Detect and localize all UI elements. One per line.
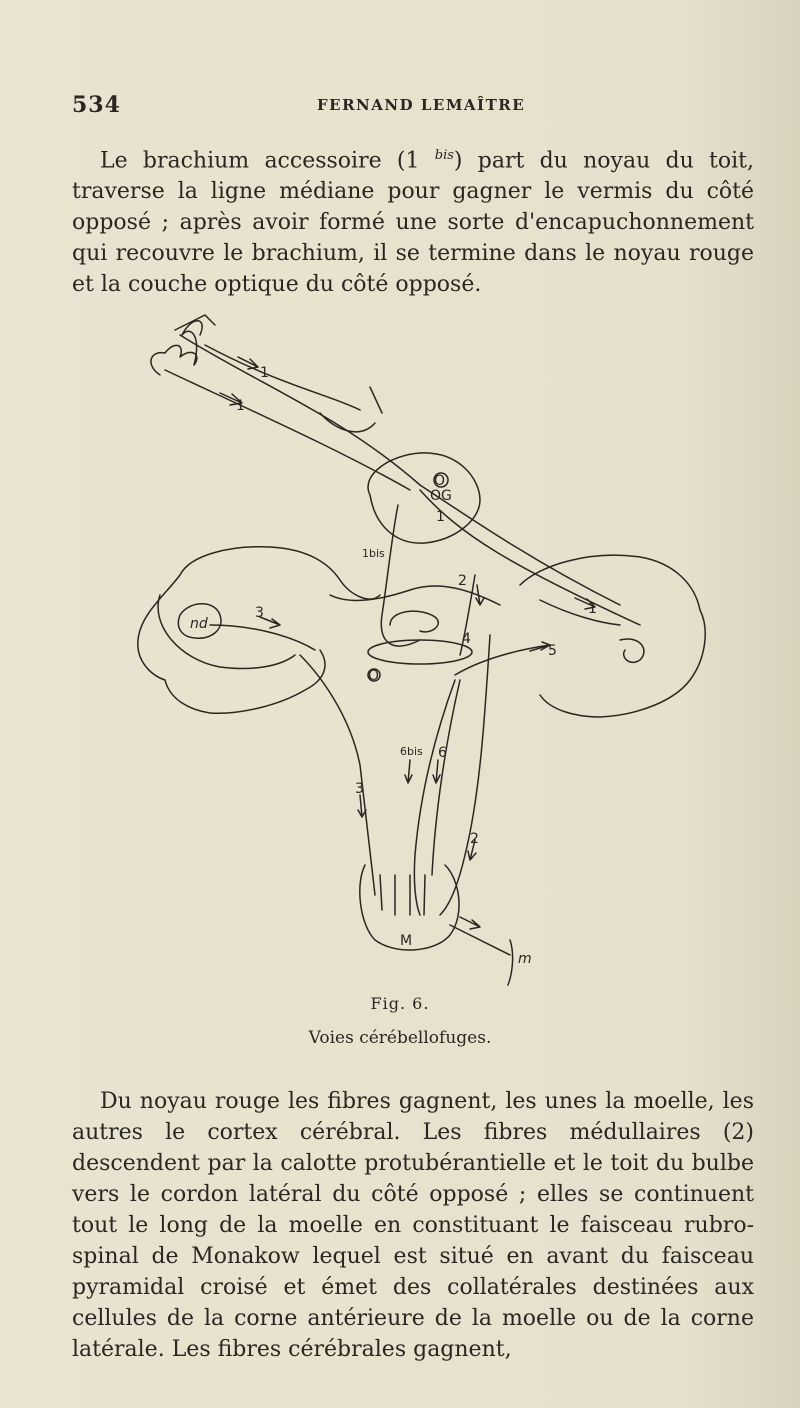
label-4: 4 (462, 631, 471, 647)
label-1b: 1 (236, 398, 245, 414)
label-o-top: O (434, 473, 446, 489)
paragraph1-after: ) part du noyau du toit, traverse la ligne médiane pour gagner le vermis du côté opposé ; après avoir formé une sorte d'encapuchonnement qui recouvre le brachium, il se termine dans le noyau rouge et la couche optique du côté opposé. (72, 148, 754, 298)
fiber-crossing-right (420, 490, 640, 625)
left-hemisphere-lobe (158, 595, 295, 669)
label-6: 6 (438, 745, 447, 761)
arrow (405, 760, 412, 783)
label-og: OG (430, 488, 452, 504)
figure-cerebellofugal-pathways (120, 295, 720, 995)
tract-3 (300, 655, 375, 895)
notch (320, 413, 375, 432)
label-6bis: 6bis (400, 745, 423, 758)
fiber-1-lower (165, 370, 410, 490)
label-nd: nd (190, 616, 208, 632)
page-number: 534 (72, 92, 121, 118)
cortex-fragment-2 (175, 315, 215, 330)
arrow (433, 760, 440, 783)
paragraph2-text: Du noyau rouge les fibres gagnent, les unes la moelle, les autres le cortex cérébral. Les fibres médullaires (2) descendent par la calotte protubérantielle et le toit du bulbe vers le cordon latéral du côté opposé ; elles se continuent tout le long de la moelle en constituant le faisceau rubro-spinal de Monakow lequel est situé en avant du faisceau pyramidal croisé et émet des collatérales destinées aux cellules de la corne antérieure de la moelle ou de la corne latérale. Les fibres cérébrales gagnent, (72, 1089, 754, 1362)
m-root (508, 940, 513, 985)
figure-number: Fig. 6. (370, 994, 430, 1013)
red-nucleus-loop (390, 611, 438, 632)
fiber-m (450, 925, 510, 955)
fiber-1bis (381, 505, 420, 646)
label-1d: 1 (588, 601, 597, 617)
running-head: FERNAND LEMAÎTRE (317, 96, 526, 114)
label-2a: 2 (458, 573, 467, 589)
label-2b: 2 (470, 831, 479, 847)
notch-2 (370, 387, 382, 413)
fiber-1-right (540, 600, 620, 625)
paragraph1-before: Le brachium accessoire (1 (100, 148, 435, 174)
paragraph1-sup: bis (434, 148, 454, 163)
tract-3-left (210, 625, 315, 650)
figure-caption: Voies cérébellofuges. (308, 1028, 492, 1048)
label-o-mid: O (368, 668, 380, 684)
label-3b: 3 (355, 781, 364, 797)
arrow (460, 917, 480, 929)
right-hemisphere (520, 555, 705, 717)
red-nucleus (368, 640, 472, 664)
page-header (72, 92, 732, 122)
fiber-1-upper (180, 335, 420, 485)
diagram (120, 295, 720, 995)
label-1c: 1 (436, 509, 445, 525)
paragraph-brachium (72, 140, 754, 300)
label-5: 5 (548, 643, 557, 659)
label-3a: 3 (255, 605, 264, 621)
right-hemisphere-lobe (620, 639, 644, 662)
label-1a: 1 (260, 365, 269, 381)
tract-2 (440, 635, 490, 915)
label-1bis: 1bis (362, 547, 385, 560)
tract-6bis (414, 680, 455, 915)
label-m-upper: M (400, 933, 413, 949)
paragraph-red-nucleus (72, 1086, 754, 1365)
label-m-lower: m (518, 951, 532, 967)
